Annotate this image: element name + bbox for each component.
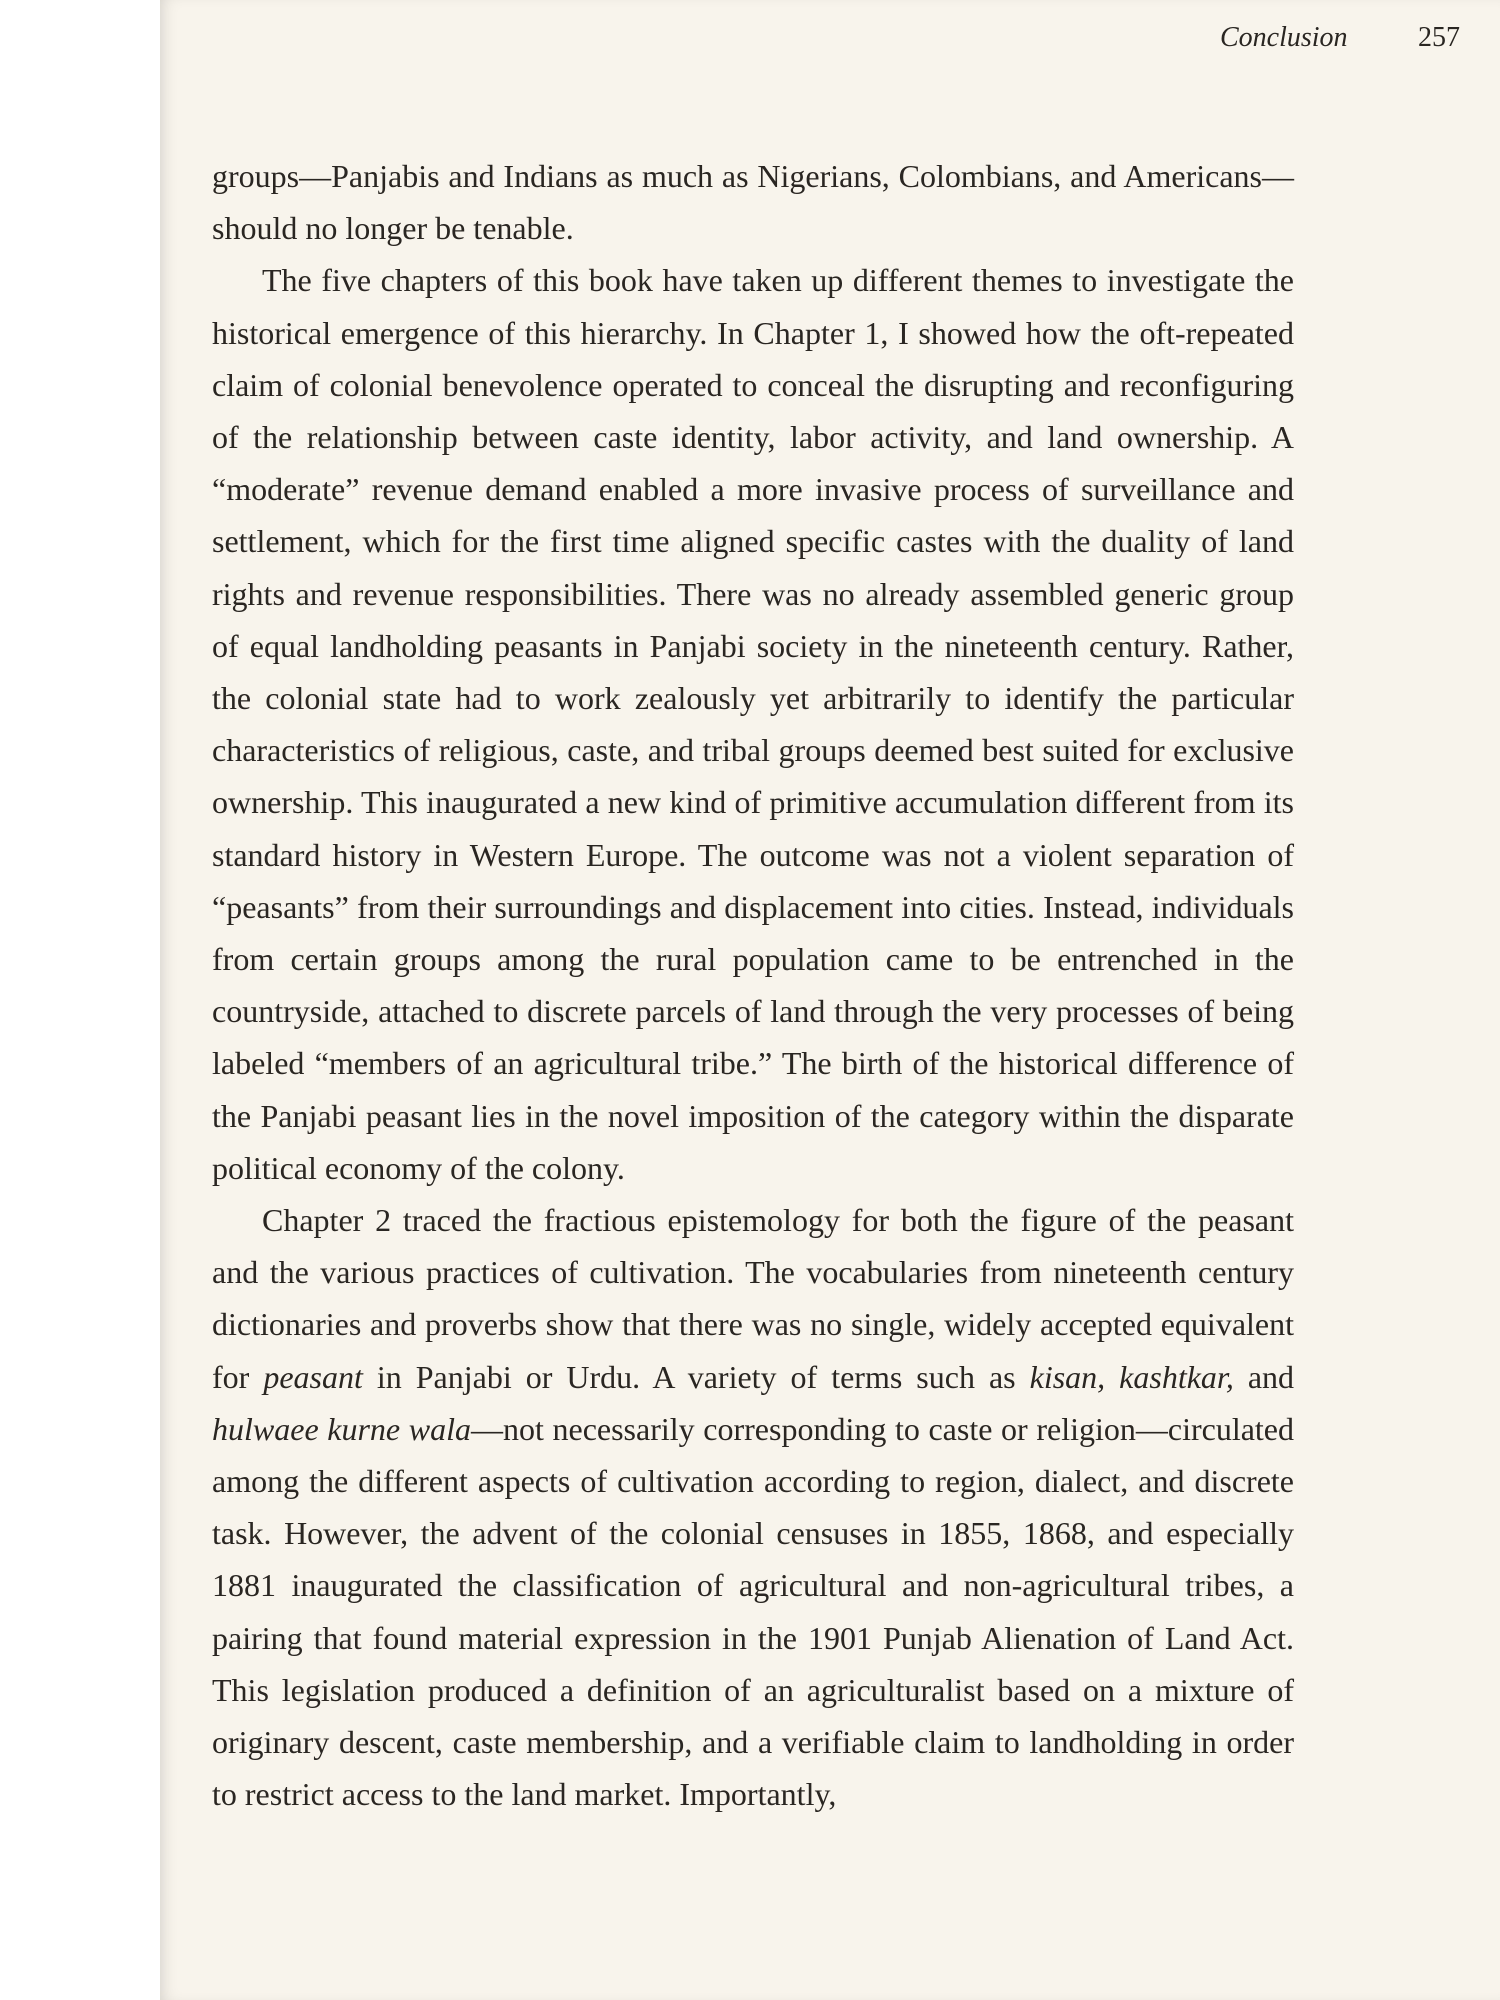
paragraph-1 [212,150,1294,254]
running-head [1220,22,1460,62]
body-text [212,150,1294,1821]
paragraph-3-text-b: in Panjabi or Urdu. A variety of terms such as [376,1358,1016,1395]
paragraph-3-text-d: —not necessarily corresponding to caste or religion—circulated among the different aspects of cultivation according to region, dialect, and discrete task. However, the advent of the colonial censuses in 1855, 1868, and especially 1881 inaugurated the classification of agricultural and non-agricultural tribes, a pairing that found material expression in the 1901 Punjab Alienation of Land Act. This legislation produced a definition of an agriculturalist based on a mixture of originary descent, caste membership, and a verifiable claim to landholding in order to restrict access to the land market. Importantly, [212,1410,1295,1813]
paragraph-3 [212,1194,1294,1820]
paragraph-3-text-a: Chapter 2 traced the fractious epistemology for both the figure of the peasant and the various practices of cultivation. The vocabularies from nineteenth century dictionaries and proverbs show that there was no single, widely accepted equivalent for [212,1202,1294,1395]
paragraph-2-text: The five chapters of this book have taken up different themes to investigate the historical emergence of this hierarchy. In Chapter 1, I showed how the oft-repeated claim of colonial benevolence operated to conceal the disrupting and reconfiguring of the relationship between caste identity, labor activity, and land ownership. A “moderate” revenue demand enabled a more invasive process of surveillance and settlement, which for the first time aligned specific castes with the duality of land rights and revenue responsibilities. There was no already assembled generic group of equal landholding peasants in Panjabi society in the nineteenth century. Rather, the colonial state had to work zealously yet arbitrarily to identify the particular characteristics of religious, caste, and tribal groups deemed best suited for exclusive ownership. This inaugurated a new kind of primitive accumulation different from its standard history in Western Europe. The outcome was not a violent separation of “peasants” from their surroundings and displacement into cities. Instead, individuals from certain groups among the rural population came to be entrenched in the countryside, attached to discrete parcels of land through the very processes of being labeled “members of an agricultural tribe.” The birth of the historical difference of the Panjabi peasant lies in the novel imposition of the category within the disparate political economy of the colony. [212,262,1294,1186]
italic-term-peasant: peasant [263,1358,363,1395]
paragraph-1-text: groups—Panjabis and Indians as much as Nigerians, Colombians, and Americans—should no longer be tenable. [212,158,1294,247]
paragraph-3-text-c: and [1247,1358,1295,1395]
italic-term-hulwaee-kurne-wala: hulwaee kurne wala [212,1410,471,1447]
paragraph-2 [212,254,1294,1194]
italic-term-kisan-kashtkar: kisan, kashtkar, [1029,1358,1234,1395]
chapter-title: Conclusion [1220,22,1348,53]
page-number: 257 [1418,22,1460,53]
